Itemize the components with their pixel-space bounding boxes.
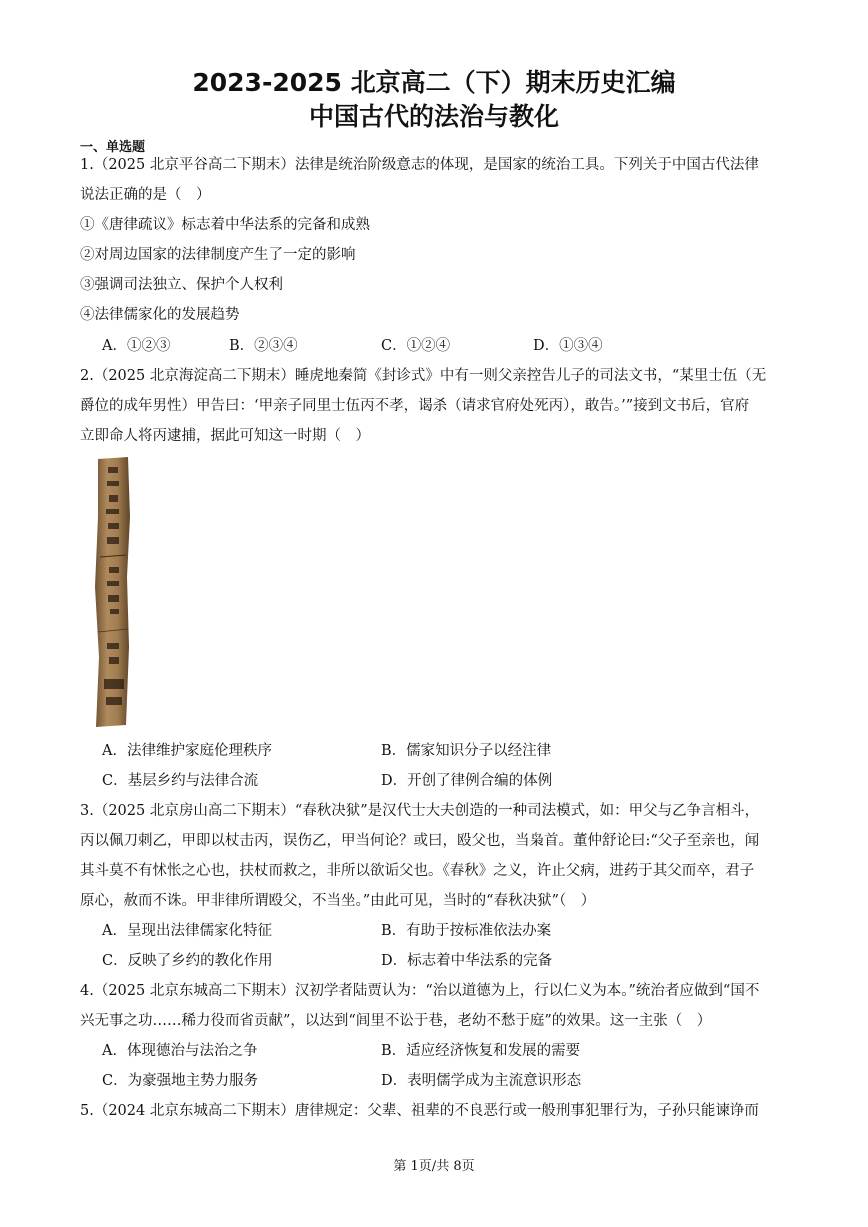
q3-option-d: D．标志着中华法系的完备: [381, 953, 553, 969]
q1-option-c: C．①②④: [381, 338, 451, 354]
q3-stem-line: 丙以佩刀刺乙，甲即以杖击丙，误伤乙，甲当何论？或曰，殴父也，当枭首。董仲舒论曰:“父子至亲也，闻: [80, 833, 760, 849]
page-footer: 第 1页/共 8页: [393, 1159, 475, 1174]
bamboo-slip-image: [92, 457, 134, 727]
q1-option-d: D．①③④: [533, 338, 603, 354]
q2-stem-line: 立即命人将丙逮捕，据此可知这一时期（ ）: [80, 428, 370, 444]
q4-option-b: B．适应经济恢复和发展的需要: [381, 1043, 581, 1059]
page-title: 2023-2025 北京高二（下）期末历史汇编: [192, 68, 676, 97]
section-heading: 一、单选题: [80, 140, 146, 155]
q4-option-d: D．表明儒学成为主流意识形态: [381, 1073, 582, 1089]
q1-option-b: B．②③④: [229, 338, 298, 354]
q2-option-a: A．法律维护家庭伦理秩序: [102, 743, 272, 759]
q1-item: ①《唐律疏议》标志着中华法系的完备和成熟: [80, 217, 370, 233]
q2-stem-line: 2.（2025 北京海淀高二下期末）睡虎地秦简《封诊式》中有一则父亲控告儿子的司法文书，“某里士伍（无: [80, 368, 767, 384]
q4-option-c: C．为豪强地主势力服务: [102, 1073, 259, 1089]
q3-option-b: B．有助于按标准依法办案: [381, 923, 552, 939]
q1-item: ④法律儒家化的发展趋势: [80, 307, 240, 323]
q3-option-c: C．反映了乡约的教化作用: [102, 953, 273, 969]
q4-option-a: A．体现德治与法治之争: [102, 1043, 258, 1059]
q4-stem-line: 4.（2025 北京东城高二下期末）汉初学者陆贾认为：“治以道德为上，行以仁义为本。”统治者应做到“国不: [80, 983, 760, 999]
q2-option-c: C．基层乡约与法律合流: [102, 773, 259, 789]
q2-stem-line: 爵位的成年男性）甲告曰：‘甲亲子同里士伍丙不孝，谒杀（请求官府处死丙），敢告。’”接到文书后，官府: [80, 398, 750, 414]
q1-stem-line: 1.（2025 北京平谷高二下期末）法律是统治阶级意志的体现，是国家的统治工具。下列关于中国古代法律: [80, 157, 759, 173]
q3-stem-line: 原心，赦而不诛。甲非律所谓殴父，不当坐。”由此可见，当时的“春秋决狱”（ ）: [80, 893, 596, 909]
q2-option-b: B．儒家知识分子以经注律: [381, 743, 552, 759]
q1-item: ③强调司法独立、保护个人权利: [80, 277, 283, 293]
q2-option-d: D．开创了律例合编的体例: [381, 773, 553, 789]
q3-stem-line: 3.（2025 北京房山高二下期末）“春秋决狱”是汉代士大夫创造的一种司法模式，如：甲父与乙争言相斗，: [80, 803, 760, 819]
q3-stem-line: 其斗莫不有怵怅之心也，扶杖而救之，非所以欲诟父也。《春秋》之义，许止父病，进药于其父而卒，君子: [80, 863, 755, 879]
q1-item: ②对周边国家的法律制度产生了一定的影响: [80, 247, 356, 263]
page-subtitle: 中国古代的法治与教化: [308, 102, 559, 131]
q5-stem-line: 5.（2024 北京东城高二下期末）唐律规定：父辈、祖辈的不良恶行或一般刑事犯罪行为，子孙只能谏诤而: [80, 1103, 759, 1119]
q4-stem-line: 兴无事之功……稀力役而省贡献”，以达到“闾里不讼于巷，老幼不愁于庭”的效果。这一主张（ ）: [80, 1013, 712, 1029]
q1-stem-line: 说法正确的是（ ）: [80, 187, 211, 203]
q1-option-a: A．①②③: [102, 338, 171, 354]
q3-option-a: A．呈现出法律儒家化特征: [102, 923, 272, 939]
